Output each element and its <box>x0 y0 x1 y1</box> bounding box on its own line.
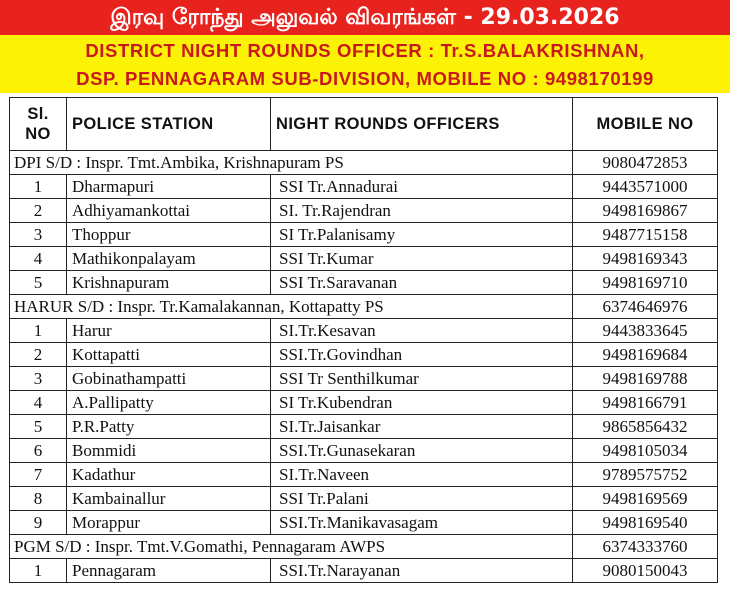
table-row <box>10 223 718 247</box>
table-row <box>10 415 718 439</box>
mobile-cell: 9498169710 <box>573 271 718 295</box>
police-station-cell: Harur <box>67 319 271 343</box>
sl-no-cell: 1 <box>10 559 67 583</box>
police-station-cell: Krishnapuram <box>67 271 271 295</box>
subdivision-heading: PGM S/D : Inspr. Tmt.V.Gomathi, Pennagaram AWPS <box>10 535 573 559</box>
table-row <box>10 367 718 391</box>
subdivision-row <box>10 535 718 559</box>
police-station-cell: Morappur <box>67 511 271 535</box>
mobile-cell: 9080150043 <box>573 559 718 583</box>
officer-cell: SSI.Tr.Gunasekaran <box>271 439 573 463</box>
sl-no-cell: 1 <box>10 319 67 343</box>
column-header-sl-line2: NO <box>25 125 51 143</box>
subdivision-row <box>10 151 718 175</box>
mobile-cell: 9498169867 <box>573 199 718 223</box>
table-row <box>10 271 718 295</box>
mobile-cell: 9498169343 <box>573 247 718 271</box>
police-station-cell: Pennagaram <box>67 559 271 583</box>
sl-no-cell: 2 <box>10 343 67 367</box>
subdivision-row <box>10 295 718 319</box>
officer-cell: SI Tr.Kubendran <box>271 391 573 415</box>
officer-cell: SSI Tr.Kumar <box>271 247 573 271</box>
sl-no-cell: 6 <box>10 439 67 463</box>
police-station-cell: Kadathur <box>67 463 271 487</box>
officer-cell: SI.Tr.Naveen <box>271 463 573 487</box>
officer-cell: SI.Tr.Kesavan <box>271 319 573 343</box>
officer-cell: SI Tr.Palanisamy <box>271 223 573 247</box>
sl-no-cell: 5 <box>10 271 67 295</box>
mobile-cell: 9498169684 <box>573 343 718 367</box>
page-title: இரவு ரோந்து அலுவல் விவரங்கள் - 29.03.2026 <box>0 0 730 35</box>
sl-no-cell: 3 <box>10 223 67 247</box>
police-station-cell: P.R.Patty <box>67 415 271 439</box>
mobile-cell: 9498169788 <box>573 367 718 391</box>
sl-no-cell: 7 <box>10 463 67 487</box>
police-station-cell: Dharmapuri <box>67 175 271 199</box>
subdivision-mobile: 6374646976 <box>573 295 718 319</box>
sl-no-cell: 9 <box>10 511 67 535</box>
officer-cell: SSI.Tr.Govindhan <box>271 343 573 367</box>
sl-no-cell: 4 <box>10 247 67 271</box>
column-header-station: POLICE STATION <box>67 98 271 151</box>
police-station-cell: Thoppur <box>67 223 271 247</box>
table-row <box>10 199 718 223</box>
mobile-cell: 9498169540 <box>573 511 718 535</box>
sl-no-cell: 8 <box>10 487 67 511</box>
police-station-cell: Kottapatti <box>67 343 271 367</box>
table-row <box>10 319 718 343</box>
sl-no-cell: 5 <box>10 415 67 439</box>
column-header-sl-line1: Sl. <box>27 105 49 123</box>
subdivision-mobile: 6374333760 <box>573 535 718 559</box>
mobile-cell: 9443833645 <box>573 319 718 343</box>
police-station-cell: Kambainallur <box>67 487 271 511</box>
officer-cell: SSI.Tr.Manikavasagam <box>271 511 573 535</box>
officer-cell: SSI Tr.Palani <box>271 487 573 511</box>
mobile-cell: 9865856432 <box>573 415 718 439</box>
police-station-cell: Gobinathampatti <box>67 367 271 391</box>
table-row <box>10 487 718 511</box>
police-station-cell: A.Pallipatty <box>67 391 271 415</box>
district-officer-contact-line: DSP. PENNAGARAM SUB-DIVISION, MOBILE NO : 9498170199 <box>76 68 654 89</box>
district-officer-banner <box>0 35 730 93</box>
officer-cell: SI. Tr.Rajendran <box>271 199 573 223</box>
police-station-cell: Bommidi <box>67 439 271 463</box>
subdivision-mobile: 9080472853 <box>573 151 718 175</box>
sl-no-cell: 2 <box>10 199 67 223</box>
table-row <box>10 343 718 367</box>
table-header-row <box>10 98 718 151</box>
table-row <box>10 391 718 415</box>
police-station-cell: Adhiyamankottai <box>67 199 271 223</box>
night-rounds-table <box>9 97 718 583</box>
table-row <box>10 511 718 535</box>
officer-cell: SSI.Tr.Narayanan <box>271 559 573 583</box>
subdivision-heading: HARUR S/D : Inspr. Tr.Kamalakannan, Kottapatty PS <box>10 295 573 319</box>
officer-cell: SI.Tr.Jaisankar <box>271 415 573 439</box>
district-officer-line: DISTRICT NIGHT ROUNDS OFFICER : Tr.S.BALAKRISHNAN, <box>85 40 645 61</box>
mobile-cell: 9443571000 <box>573 175 718 199</box>
table-body <box>10 151 718 583</box>
table-row <box>10 463 718 487</box>
officer-cell: SSI Tr Senthilkumar <box>271 367 573 391</box>
mobile-cell: 9487715158 <box>573 223 718 247</box>
subdivision-heading: DPI S/D : Inspr. Tmt.Ambika, Krishnapuram PS <box>10 151 573 175</box>
sl-no-cell: 4 <box>10 391 67 415</box>
column-header-officers: NIGHT ROUNDS OFFICERS <box>271 98 573 151</box>
table-row <box>10 175 718 199</box>
mobile-cell: 9498169569 <box>573 487 718 511</box>
mobile-cell: 9498105034 <box>573 439 718 463</box>
column-header-mobile: MOBILE NO <box>573 98 718 151</box>
sl-no-cell: 3 <box>10 367 67 391</box>
mobile-cell: 9498166791 <box>573 391 718 415</box>
sl-no-cell: 1 <box>10 175 67 199</box>
police-station-cell: Mathikonpalayam <box>67 247 271 271</box>
table-row <box>10 439 718 463</box>
table-row <box>10 247 718 271</box>
mobile-cell: 9789575752 <box>573 463 718 487</box>
officer-cell: SSI Tr.Annadurai <box>271 175 573 199</box>
column-header-sl-no <box>10 98 67 151</box>
table-row <box>10 559 718 583</box>
officer-cell: SSI Tr.Saravanan <box>271 271 573 295</box>
